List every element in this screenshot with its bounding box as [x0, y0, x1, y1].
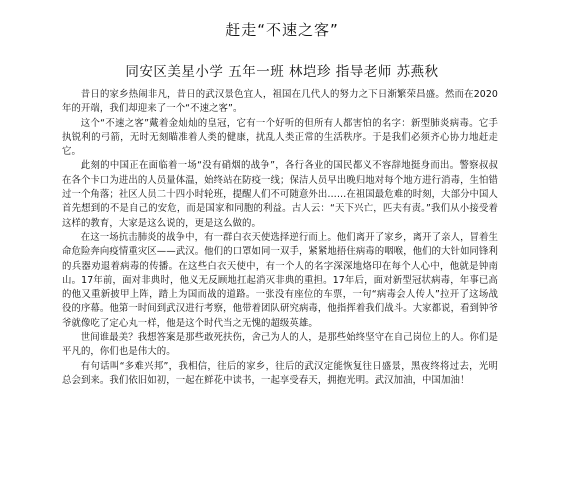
author-line: 同安区美星小学 五年一班 林垲珍 指导老师 苏燕秋	[125, 64, 439, 80]
document-title: 赶走“不速之客”	[225, 21, 339, 39]
document-body	[62, 88, 498, 388]
paragraph-1: 昔日的家乡热闹非凡，昔日的武汉景色宜人，祖国在几代人的努力之下日渐繁荣昌盛。然而在2020年的开端，我们却迎来了一个“不速之客”。	[62, 89, 498, 115]
paragraph-2: 这个“不速之客”戴着金灿灿的皇冠，它有一个好听的但所有人都害怕的名字：新型肺炎病毒。它手执锐利的弓箭，无时无刻瞄准着人类的健康，扰乱人类正常的生活秩序。于是我们必须齐心协力地赶走它。	[62, 117, 498, 158]
paragraph-6: 有句话叫“多难兴邦”，我相信，往后的家乡，往后的武汉定能恢复往日盛景，黑夜终将过去，光明总会到来。我们依旧如初，一起在鲜花中读书，一起享受春天，拥抱光明。武汉加油，中国加油！	[62, 360, 498, 386]
paragraph-5: 世间谁最美？我想答案是那些敢死扶伤，舍己为人的人，是那些始终坚守在自己岗位上的人。你们是平凡的，你们也是伟大的。	[62, 332, 498, 358]
paragraph-3: 此刻的中国正在面临着一场“没有硝烟的战争”，各行各业的国民都义不容辞地挺身而出。警察叔叔在各个卡口为进出的人员量体温，始终站在防疫一线；保洁人员早出晚归地对每个地方进行消毒，生怕错过一个角落；社区人员二十四小时轮班，提醒人们不可随意外出……在祖国最危难的时刻，大部分中国人首先想到的不是自己的安危，而是国家和同胞的利益。古人云：“天下兴亡，匹夫有责。”我们从小接受着这样的教育，大家是这么说的，更是这么做的。	[62, 160, 498, 229]
paragraph-4: 在这一场抗击肺炎的战争中，有一群白衣天使选择逆行而上。他们离开了家乡，离开了亲人，冒着生命危险奔向疫情重灾区——武汉。他们的口罩如同一双手，紧紧地捂住病毒的咽喉，他们的大针如同锋利的兵器劝退着病毒的传播。在这些白衣天使中，有一个人的名字深深地烙印在每个人心中，他就是钟南山。17年前，面对非典时，他义无反顾地扛起消灭非典的重担。17年后，面对新型冠状病毒，年事已高的他又重新披甲上阵，踏上为国而战的道路。一张没有座位的车票，一句“病毒会人传人”拉开了这场战役的序幕。他第一时间到武汉进行考察，他带着团队研究病毒，他指挥着我们战斗。大家都说，看到钟爷爷就像吃了定心丸一样，他是这个时代当之无愧的超级英雄。	[62, 231, 498, 329]
